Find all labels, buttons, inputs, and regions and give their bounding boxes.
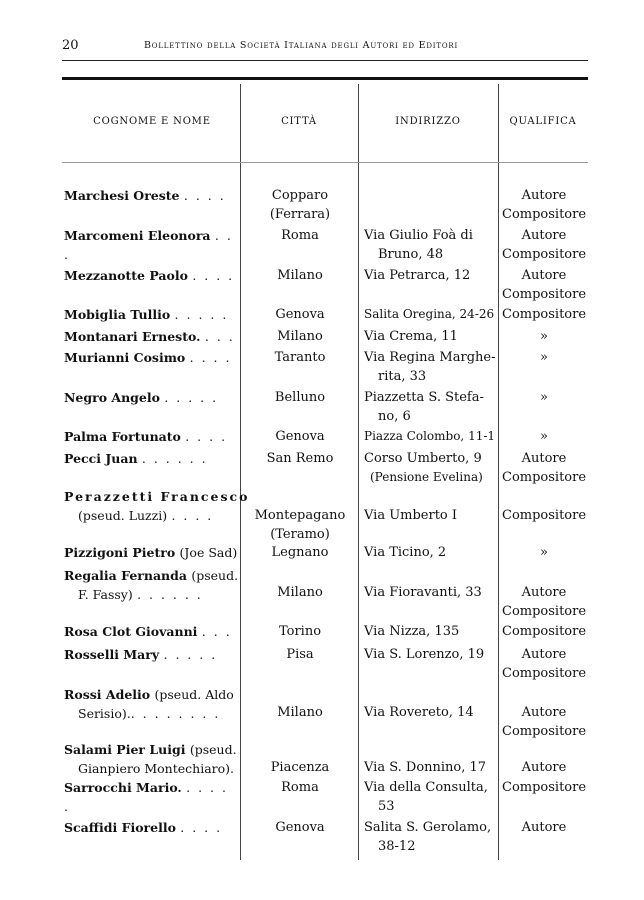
name-cell: Regalia Fernanda (pseud. F. Fassy) . . . . . . bbox=[64, 568, 239, 602]
name-cell: Mobiglia Tullio . . . . . bbox=[64, 307, 229, 322]
qualification-cell: » bbox=[540, 429, 548, 444]
qualification-cell: Autore Compositore bbox=[502, 188, 587, 222]
qualification-cell: Autore bbox=[521, 760, 567, 775]
address-cell: Via Umberto I bbox=[364, 508, 458, 523]
header-bottom-rule bbox=[62, 162, 588, 163]
qualification-cell: Autore Compositore bbox=[502, 705, 587, 739]
city-cell: Genova bbox=[275, 820, 325, 835]
city-cell: Belluno bbox=[274, 390, 326, 405]
name-cell: Rossi Adelio (pseud. Aldo Serisio).. . . . . . . . bbox=[64, 687, 234, 721]
name-cell: Rosselli Mary . . . . . bbox=[64, 647, 218, 662]
name-cell: Pecci Juan . . . . . . bbox=[64, 451, 208, 466]
city-cell: Genova bbox=[275, 307, 325, 322]
address-cell: Via Nizza, 135 bbox=[364, 624, 460, 639]
name-cell: Perazzetti Francesco (pseud. Luzzi) . . . . bbox=[64, 489, 250, 523]
header-rule bbox=[62, 60, 588, 61]
address-cell: Via Giulio Foà di Bruno, 48 bbox=[364, 228, 473, 262]
name-cell: Palma Fortunato . . . . bbox=[64, 429, 228, 444]
name-cell: Sarrocchi Mario. . . . . . bbox=[64, 780, 228, 814]
qualification-cell: Compositore bbox=[502, 624, 587, 639]
column-header-name: COGNOME E NOME bbox=[93, 116, 211, 127]
address-cell: Via Fioravanti, 33 bbox=[364, 585, 482, 600]
city-cell: Copparo (Ferrara) bbox=[269, 188, 331, 222]
qualification-cell: Autore bbox=[521, 820, 567, 835]
name-cell: Marchesi Oreste . . . . bbox=[64, 188, 226, 203]
column-header-qualification: QUALIFICA bbox=[509, 116, 577, 127]
address-cell: Via Rovereto, 14 bbox=[364, 705, 474, 720]
table-top-rule bbox=[62, 77, 588, 80]
address-cell: Via della Consulta, 53 bbox=[364, 780, 488, 814]
qualification-cell: » bbox=[540, 545, 548, 560]
qualification-cell: » bbox=[540, 329, 548, 344]
qualification-cell: Autore Compositore bbox=[502, 228, 587, 262]
address-cell: Via Petrarca, 12 bbox=[364, 268, 471, 283]
city-cell: Milano bbox=[277, 705, 323, 720]
city-cell: Pisa bbox=[286, 647, 314, 662]
city-cell: Piacenza bbox=[270, 760, 330, 775]
name-cell: Rosa Clot Giovanni . . . bbox=[64, 624, 232, 639]
address-cell: Corso Umberto, 9 (Pensione Evelina) bbox=[364, 451, 483, 484]
column-divider bbox=[240, 84, 241, 860]
qualification-cell: Autore Compositore bbox=[502, 451, 587, 485]
city-cell: Roma bbox=[281, 780, 319, 795]
address-cell: Via S. Donnino, 17 bbox=[364, 760, 487, 775]
address-cell: Via S. Lorenzo, 19 bbox=[364, 647, 485, 662]
qualification-cell: Autore Compositore bbox=[502, 268, 587, 302]
running-title: Bollettino della Società Italiana degli Autori ed Editori bbox=[144, 40, 459, 51]
name-cell: Salami Pier Luigi (pseud. Gianpiero Montechiaro). bbox=[64, 742, 237, 776]
column-header-city: CITTÀ bbox=[281, 116, 317, 127]
qualification-cell: Compositore bbox=[502, 307, 587, 322]
city-cell: Montepagano (Teramo) bbox=[254, 508, 346, 542]
name-cell: Negro Angelo . . . . . bbox=[64, 390, 219, 405]
column-divider bbox=[358, 84, 359, 860]
qualification-cell: Autore Compositore bbox=[502, 585, 587, 619]
city-cell: Genova bbox=[275, 429, 325, 444]
city-cell: Milano bbox=[277, 268, 323, 283]
page-header bbox=[62, 38, 586, 62]
name-cell: Murianni Cosimo . . . . bbox=[64, 350, 232, 365]
address-cell: Piazzetta S. Stefa- no, 6 bbox=[364, 390, 484, 424]
name-cell: Scaffidi Fiorello . . . . bbox=[64, 820, 223, 835]
qualification-cell: » bbox=[540, 390, 548, 405]
qualification-cell: » bbox=[540, 350, 548, 365]
address-cell: Via Crema, 11 bbox=[364, 329, 458, 344]
name-cell: Montanari Ernesto. . . . bbox=[64, 329, 235, 344]
column-header-address: INDIRIZZO bbox=[395, 116, 461, 127]
city-cell: Legnano bbox=[271, 545, 329, 560]
qualification-cell: Compositore bbox=[502, 508, 587, 523]
qualification-cell: Autore Compositore bbox=[502, 647, 587, 681]
address-cell: Via Regina Marghe- rita, 33 bbox=[364, 350, 496, 384]
city-cell: Torino bbox=[278, 624, 322, 639]
name-cell: Pizzigoni Pietro (Joe Sad) bbox=[64, 545, 238, 560]
page-number: 20 bbox=[62, 38, 79, 53]
city-cell: Roma bbox=[281, 228, 319, 243]
address-cell: Via Ticino, 2 bbox=[364, 545, 447, 560]
city-cell: Taranto bbox=[274, 350, 326, 365]
qualification-cell: Compositore bbox=[502, 780, 587, 795]
column-divider bbox=[498, 84, 499, 860]
address-cell: Piazza Colombo, 11-1 bbox=[364, 429, 496, 443]
city-cell: Milano bbox=[277, 329, 323, 344]
address-cell: Salita Oregina, 24-26 bbox=[364, 307, 495, 321]
name-cell: Marcomeni Eleonora . . . bbox=[64, 228, 233, 262]
city-cell: San Remo bbox=[266, 451, 334, 466]
address-cell: Salita S. Gerolamo, 38-12 bbox=[364, 820, 492, 854]
name-cell: Mezzanotte Paolo . . . . bbox=[64, 268, 235, 283]
city-cell: Milano bbox=[277, 585, 323, 600]
